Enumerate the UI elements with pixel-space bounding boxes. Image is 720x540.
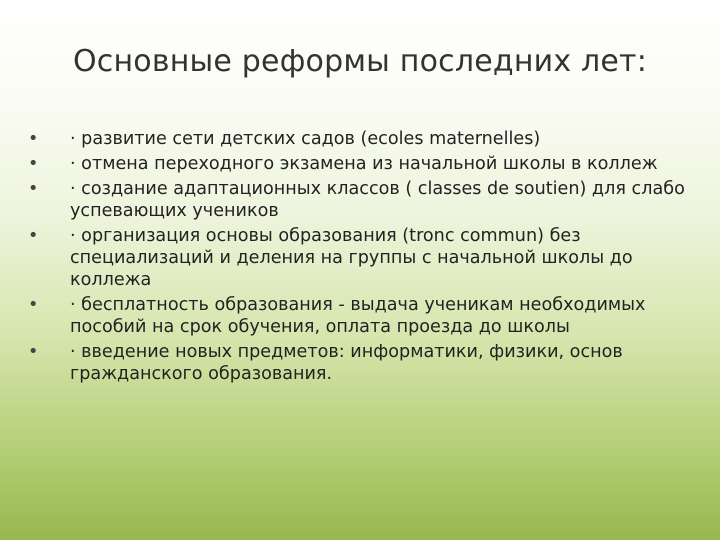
bullet-icon: • — [28, 295, 39, 315]
bullet-icon: • — [28, 179, 39, 199]
list-item — [28, 225, 698, 291]
list-item — [28, 341, 698, 385]
list-item — [28, 128, 698, 150]
list-item-text: · развитие сети детских садов (ecoles maternelles) — [70, 129, 541, 149]
list-item — [28, 294, 698, 338]
list-item-text: · отмена переходного экзамена из начальной школы в коллеж — [70, 154, 658, 174]
list-item-text: · бесплатность образования - выдача ученикам необходимых пособий на срок обучения, оплата проезда до школы — [70, 295, 646, 337]
bullet-icon: • — [28, 154, 39, 174]
bullet-icon: • — [28, 342, 39, 362]
list-item — [28, 178, 698, 222]
slide-title: Основные реформы последних лет: — [72, 44, 648, 79]
list-item — [28, 153, 698, 175]
bullet-icon: • — [28, 129, 39, 149]
bullet-list — [28, 128, 698, 388]
list-item-text: · введение новых предметов: информатики, физики, основ гражданского образования. — [70, 342, 623, 384]
list-item-text: · организация основы образования (tronc commun) без специализаций и деления на группы с начальной школы до коллежа — [70, 226, 633, 290]
bullet-icon: • — [28, 226, 39, 246]
list-item-text: · создание адаптационных классов ( classes de soutien) для слабо успевающих учеников — [70, 179, 685, 221]
